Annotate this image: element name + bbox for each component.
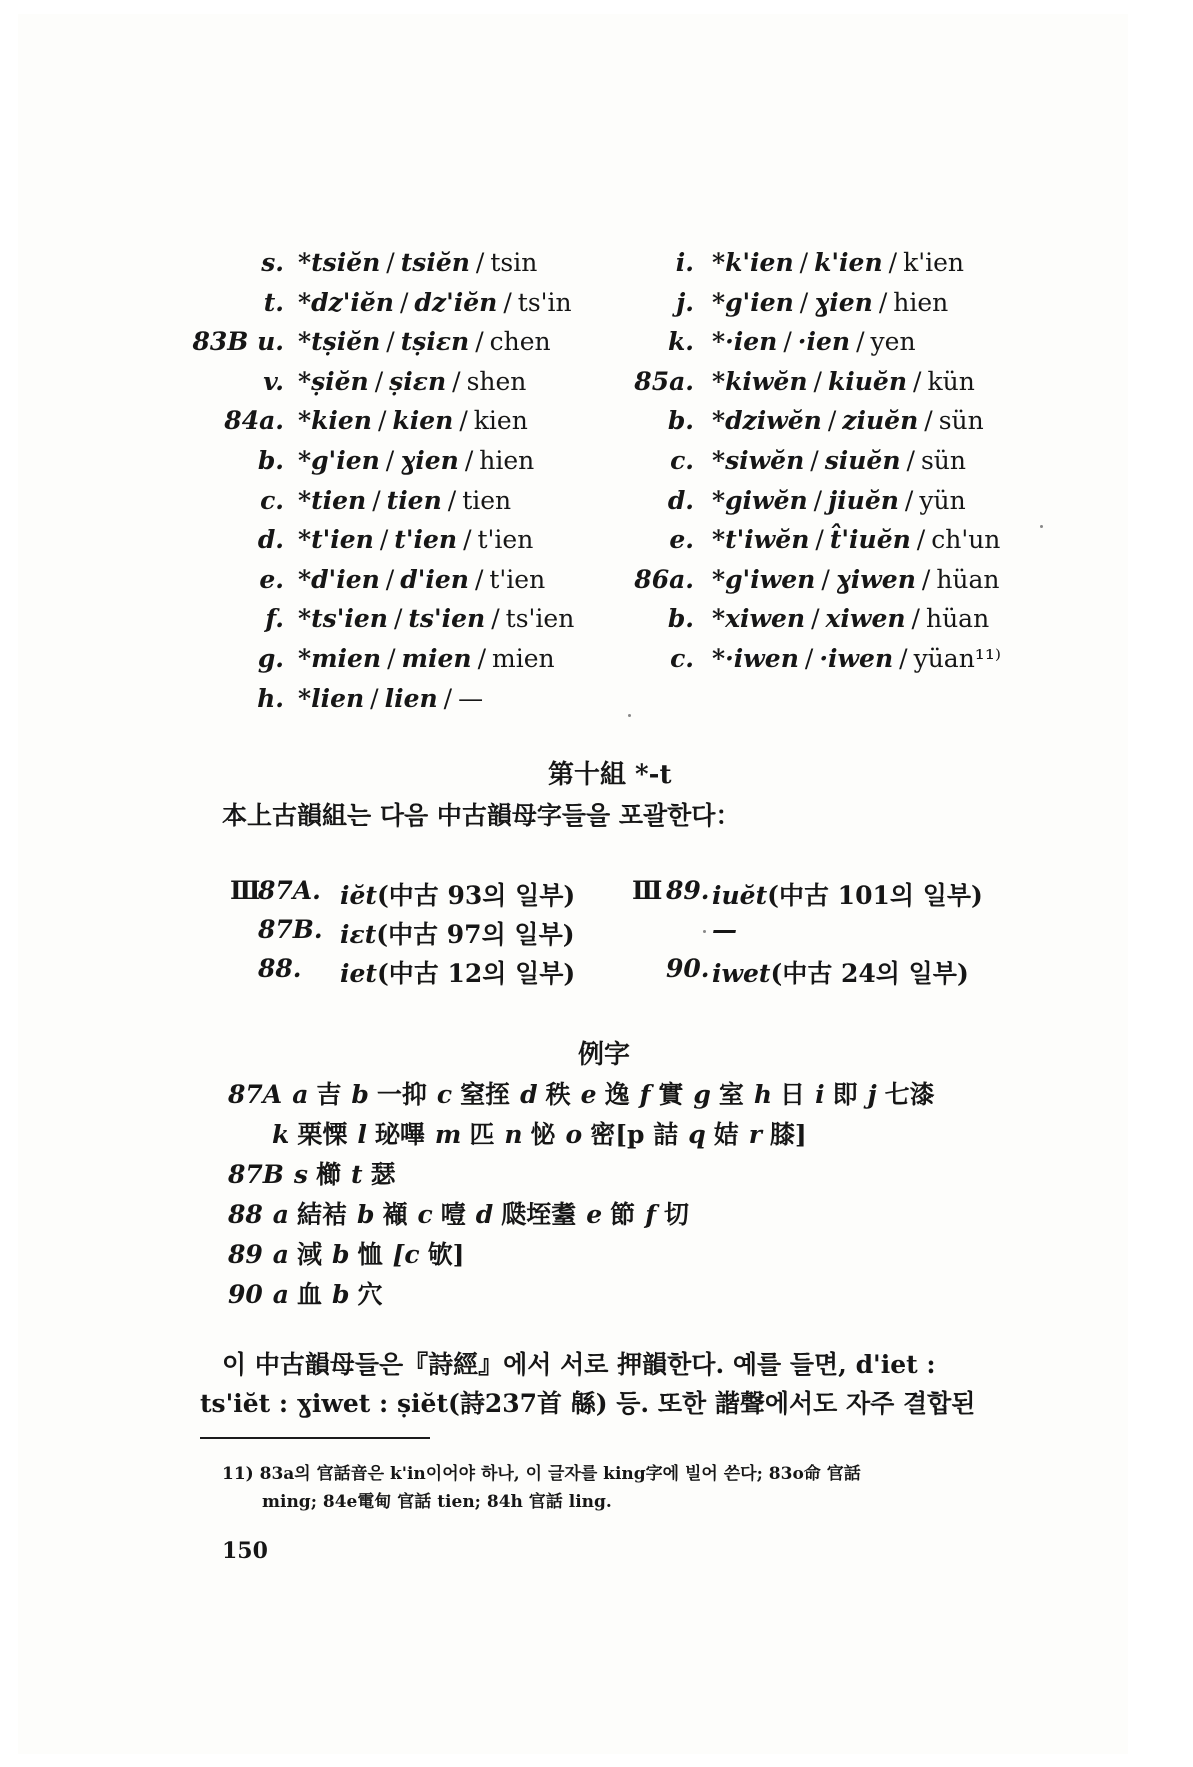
entry-label: s. — [261, 248, 284, 277]
entry-forms — [298, 288, 572, 317]
example-row — [228, 1235, 464, 1271]
mandarin-form: yen — [870, 327, 916, 357]
final-number: 89. — [666, 876, 710, 905]
group-title: 第十組 *-t — [548, 760, 672, 790]
example-char: 噎 — [440, 1200, 466, 1229]
ancient-form: kien — [392, 406, 454, 436]
slash: / — [386, 327, 395, 357]
mandarin-form: tien — [462, 485, 512, 515]
ancient-form: ts'ien — [408, 604, 486, 634]
ancient-form: ṣiɛn — [389, 366, 447, 396]
example-row — [262, 1115, 807, 1151]
slash: / — [374, 366, 384, 396]
slash: / — [821, 564, 830, 594]
slash: / — [827, 406, 837, 436]
footnote-rule — [200, 1437, 430, 1439]
entry-label: i. — [675, 248, 694, 277]
entry-label: v. — [263, 366, 284, 396]
example-char: 穴 — [357, 1280, 383, 1309]
example-number: 89 — [228, 1240, 263, 1269]
slash: / — [447, 485, 457, 515]
entry-forms — [298, 644, 555, 673]
archaic-form: *tṣiĕn — [298, 327, 381, 357]
ancient-form: mien — [401, 644, 472, 673]
ancient-form: t'ien — [394, 525, 458, 555]
slash: / — [372, 485, 381, 515]
slash: / — [924, 406, 933, 436]
intro-text: 本上古韻組는 다음 中古韻母字들을 포괄한다： — [222, 801, 741, 830]
example-key: o — [565, 1120, 583, 1149]
mandarin-form: ts'ien — [505, 604, 575, 634]
example-char: 日 — [780, 1080, 806, 1109]
division-mark: Ⅲ — [632, 876, 663, 905]
final-note: (中古 12의 일부) — [376, 959, 576, 988]
entry-forms — [298, 248, 537, 277]
example-char: 櫛 — [316, 1160, 342, 1189]
ancient-form: ɣiwen — [835, 564, 916, 594]
slash: / — [799, 287, 809, 317]
mandarin-form: — — [458, 683, 484, 713]
ancient-form: tien — [386, 485, 442, 515]
entry-forms — [298, 367, 526, 396]
slash: / — [904, 485, 914, 515]
archaic-form: *kiwĕn — [712, 366, 808, 396]
example-char: 淢 — [297, 1240, 323, 1269]
example-key: k — [272, 1120, 290, 1149]
example-char: 室 — [718, 1080, 744, 1109]
entry-forms — [712, 327, 916, 356]
example-char: 欨] — [427, 1240, 465, 1269]
slash: / — [810, 446, 819, 475]
final-spelling: — — [712, 915, 737, 944]
example-key: l — [357, 1120, 367, 1149]
mandarin-form: sün — [938, 406, 984, 436]
example-key: n — [504, 1120, 523, 1149]
example-key: m — [434, 1120, 462, 1149]
slash: / — [813, 366, 822, 396]
ancient-form: siuĕn — [824, 446, 901, 475]
example-key: j — [867, 1080, 877, 1109]
example-key: f — [645, 1200, 656, 1229]
example-char: 七漆 — [884, 1080, 935, 1109]
example-char: 窒挃 — [460, 1080, 511, 1109]
archaic-form: *mien — [298, 644, 382, 673]
final-note: (中古 97의 일부) — [376, 920, 575, 949]
example-char: 栗慄 — [297, 1120, 348, 1149]
entry-forms — [712, 486, 966, 515]
entry-forms — [712, 248, 964, 277]
slash: / — [379, 525, 389, 555]
archaic-form: *t'ien — [298, 525, 374, 555]
entry-forms — [712, 644, 1001, 673]
mandarin-form: t'ien — [477, 525, 534, 555]
speck — [1040, 525, 1043, 528]
example-key: g — [693, 1080, 711, 1109]
example-key: c — [417, 1200, 433, 1229]
example-key: a — [272, 1280, 289, 1309]
entry-forms — [298, 406, 528, 435]
slash: / — [377, 406, 387, 436]
example-char: 怭 — [530, 1120, 556, 1149]
example-row — [228, 1195, 689, 1231]
archaic-form: *tsiĕn — [298, 248, 381, 277]
example-char: 血 — [297, 1280, 323, 1309]
archaic-form: *g'ien — [298, 446, 380, 475]
examples-title: 例字 — [578, 1040, 631, 1070]
example-key: r — [748, 1120, 762, 1149]
example-key: h — [753, 1080, 773, 1109]
example-key: b — [332, 1280, 350, 1309]
example-key: a — [272, 1240, 289, 1269]
entry-forms — [298, 565, 545, 594]
division-mark: Ⅲ — [230, 876, 261, 905]
entry-label: k. — [667, 327, 694, 357]
ancient-form: jiuĕn — [828, 485, 899, 515]
speck — [703, 930, 706, 933]
slash: / — [385, 564, 395, 594]
ancient-form: ·ien — [797, 327, 851, 357]
example-char: 襭 — [382, 1200, 408, 1229]
final-form — [712, 915, 737, 944]
final-form — [712, 954, 969, 990]
example-char: 瓞垤耋 — [501, 1200, 577, 1229]
archaic-form: *xiwen — [712, 604, 806, 634]
entry-label: e. — [259, 564, 284, 594]
entry-label: 86a. — [634, 564, 694, 594]
example-key: d — [520, 1080, 538, 1109]
final-spelling: iet — [340, 959, 377, 988]
mandarin-form: mien — [492, 644, 555, 673]
final-form — [340, 954, 575, 990]
example-char: 秩 — [545, 1080, 571, 1109]
archaic-form: *kien — [298, 406, 372, 436]
ancient-form: tsiĕn — [400, 248, 470, 277]
example-number: 87B — [228, 1160, 284, 1189]
example-key: b — [332, 1240, 350, 1269]
ancient-form: dz'iĕn — [414, 287, 498, 317]
entry-label: d. — [667, 485, 694, 515]
entry-forms — [298, 446, 534, 475]
slash: / — [813, 485, 823, 515]
final-note: (中古 93의 일부) — [376, 881, 576, 910]
example-key: e — [580, 1080, 597, 1109]
ancient-form: ɣien — [400, 446, 459, 475]
ancient-form: kiuĕn — [827, 366, 908, 396]
example-char: 切 — [663, 1200, 689, 1229]
ancient-form: xiwen — [825, 604, 906, 634]
entry-label: 83B u. — [192, 327, 284, 357]
example-char: 珌嗶 — [374, 1120, 425, 1149]
example-char: 一抑 — [376, 1080, 427, 1109]
archaic-form: *d'ien — [298, 564, 380, 594]
slash: / — [459, 406, 468, 436]
entry-label: 84a. — [224, 406, 284, 436]
slash: / — [393, 604, 403, 634]
example-char: 結袺 — [297, 1200, 348, 1229]
example-char: 節 — [610, 1200, 636, 1229]
entry-label: f. — [265, 604, 284, 634]
entry-forms — [298, 684, 483, 713]
slash: / — [463, 525, 472, 555]
example-char: 吉 — [316, 1080, 342, 1109]
entry-label: b. — [667, 406, 694, 436]
example-key: c — [436, 1080, 453, 1109]
slash: / — [856, 327, 865, 357]
example-char: 恤 — [357, 1240, 383, 1269]
ancient-form: ·iwen — [819, 644, 894, 673]
archaic-form: *ts'ien — [298, 604, 388, 634]
ancient-form: ziuĕn — [842, 406, 919, 436]
archaic-form: *·ien — [712, 327, 778, 357]
slash: / — [899, 644, 908, 673]
slash: / — [815, 525, 824, 555]
archaic-form: *dz'iĕn — [298, 287, 394, 317]
archaic-form: *g'iwen — [712, 564, 816, 594]
paragraph-line-2: ts'iĕt : ɣiwet : ṣiĕt(詩237首 緜) 등. 또한 諧聲에서도 자주 결합된 — [200, 1389, 976, 1418]
entry-forms — [712, 565, 1000, 594]
footnote-line-2: ming; 84e電甸 官話 tien; 84h 官話 ling. — [262, 1492, 612, 1512]
mandarin-form: chen — [489, 327, 551, 357]
entry-forms — [712, 604, 989, 633]
entry-forms — [298, 327, 551, 356]
entry-label: b. — [257, 446, 284, 475]
mandarin-form: ch'un — [931, 525, 1001, 555]
archaic-form: *t'iwĕn — [712, 525, 810, 555]
example-number: 88 — [228, 1200, 263, 1229]
slash: / — [399, 287, 409, 317]
ancient-form: k'ien — [814, 248, 883, 277]
entry-label: c. — [670, 644, 694, 673]
slash: / — [387, 644, 396, 673]
example-char: 匹 — [469, 1120, 495, 1149]
example-char: 即 — [832, 1080, 858, 1109]
entry-forms — [298, 525, 533, 554]
example-key: s — [293, 1160, 308, 1189]
slash: / — [370, 683, 379, 713]
entry-forms — [298, 486, 511, 515]
mandarin-form: shen — [466, 366, 527, 396]
entry-forms — [712, 525, 1000, 554]
example-key: f — [639, 1080, 651, 1109]
slash: / — [811, 604, 820, 634]
slash: / — [804, 644, 814, 673]
slash: / — [503, 287, 512, 317]
slash: / — [916, 525, 926, 555]
mandarin-form: tsin — [490, 248, 538, 277]
entry-label: j. — [676, 287, 694, 317]
slash: / — [913, 366, 922, 396]
example-key: d — [475, 1200, 494, 1229]
example-key: [c — [392, 1240, 420, 1269]
mandarin-form: hien — [479, 446, 535, 475]
final-form — [340, 876, 575, 912]
mandarin-form: hien — [893, 287, 949, 317]
example-key: e — [586, 1200, 603, 1229]
slash: / — [475, 327, 484, 357]
example-row — [228, 1075, 935, 1111]
entry-label: g. — [257, 644, 284, 673]
final-number: 90. — [666, 954, 710, 983]
mandarin-form: t'ien — [489, 564, 546, 594]
final-number: 87A. — [258, 876, 321, 905]
archaic-form: *siwĕn — [712, 446, 805, 475]
example-key: a — [292, 1080, 309, 1109]
archaic-form: *giwĕn — [712, 485, 808, 515]
final-spelling: iɛt — [340, 920, 377, 949]
mandarin-form: kien — [473, 406, 528, 436]
example-key: a — [272, 1200, 289, 1229]
final-spelling: iwet — [712, 959, 771, 988]
example-key: b — [351, 1080, 369, 1109]
entry-label: h. — [257, 683, 284, 713]
ancient-form: t̂'iuĕn — [829, 525, 911, 555]
entry-label: 85a. — [634, 366, 694, 396]
mandarin-form: sün — [920, 446, 967, 475]
final-note: (中古 24의 일부) — [770, 959, 969, 988]
archaic-form: *ṣiĕn — [298, 366, 369, 396]
final-spelling: iuĕt — [712, 881, 768, 910]
example-key: i — [815, 1080, 825, 1109]
ancient-form: tṣiɛn — [400, 327, 470, 357]
example-key: b — [357, 1200, 375, 1229]
slash: / — [906, 446, 915, 475]
archaic-form: *dziwĕn — [712, 406, 822, 436]
example-char: 瑟 — [370, 1160, 396, 1189]
example-key: t — [351, 1160, 363, 1189]
ancient-form: d'ien — [400, 564, 469, 594]
page-number: 150 — [222, 1538, 268, 1564]
ancient-form: ɣien — [814, 287, 873, 317]
slash: / — [888, 248, 898, 277]
slash: / — [464, 446, 474, 475]
slash: / — [477, 644, 487, 673]
mandarin-form: yün — [919, 485, 966, 515]
final-number: 88. — [258, 954, 302, 983]
entry-forms — [712, 288, 948, 317]
example-number: 87A — [228, 1080, 283, 1109]
archaic-form: *g'ien — [712, 287, 794, 317]
final-form — [340, 915, 575, 951]
mandarin-form: yüan¹¹⁾ — [913, 644, 1001, 673]
example-number: 90 — [228, 1280, 263, 1309]
entry-forms — [712, 406, 984, 435]
example-char: 膝] — [769, 1120, 807, 1149]
entry-forms — [298, 604, 574, 633]
entry-label: b. — [667, 604, 694, 634]
slash: / — [443, 683, 453, 713]
example-char: 姞 — [713, 1120, 739, 1149]
entry-label: d. — [257, 525, 284, 555]
example-char: 實 — [658, 1080, 684, 1109]
entry-label: c. — [670, 446, 694, 475]
slash: / — [452, 366, 461, 396]
archaic-form: *tien — [298, 485, 367, 515]
final-note: (中古 101의 일부) — [767, 881, 983, 910]
mandarin-form: ts'in — [517, 287, 572, 317]
slash: / — [385, 446, 395, 475]
entry-forms — [712, 367, 975, 396]
example-key: q — [688, 1120, 706, 1149]
speck — [628, 714, 631, 717]
mandarin-form: hüan — [936, 564, 1000, 594]
slash: / — [921, 564, 931, 594]
final-number: 87B. — [258, 915, 323, 944]
slash: / — [878, 287, 888, 317]
slash: / — [783, 327, 792, 357]
paragraph-line-1: 이 中古韻母들은『詩經』에서 서로 押韻한다. 예를 들면, d'iet : — [222, 1350, 936, 1379]
mandarin-form: kün — [927, 366, 975, 396]
slash: / — [475, 248, 485, 277]
example-row — [228, 1275, 383, 1311]
entry-label: t. — [263, 287, 284, 317]
slash: / — [799, 248, 809, 277]
example-char: 密[p 詰 — [590, 1120, 679, 1149]
mandarin-form: hüan — [925, 604, 990, 634]
mandarin-form: k'ien — [903, 248, 964, 277]
slash: / — [911, 604, 920, 634]
archaic-form: *lien — [298, 683, 365, 713]
archaic-form: *·iwen — [712, 644, 799, 673]
footnote-line-1: 11) 83a의 官話音은 k'in이어야 하나, 이 글자를 king字에 빌어 쓴다; 83o命 官話 — [222, 1464, 861, 1484]
slash: / — [491, 604, 500, 634]
slash: / — [474, 564, 484, 594]
ancient-form: lien — [384, 683, 438, 713]
example-row — [228, 1155, 396, 1191]
example-char: 逸 — [604, 1080, 630, 1109]
entry-label: c. — [260, 485, 284, 515]
archaic-form: *k'ien — [712, 248, 794, 277]
entry-label: e. — [669, 525, 694, 555]
entry-forms — [712, 446, 966, 475]
final-form — [712, 876, 983, 912]
final-spelling: iĕt — [340, 881, 377, 910]
slash: / — [386, 248, 395, 277]
